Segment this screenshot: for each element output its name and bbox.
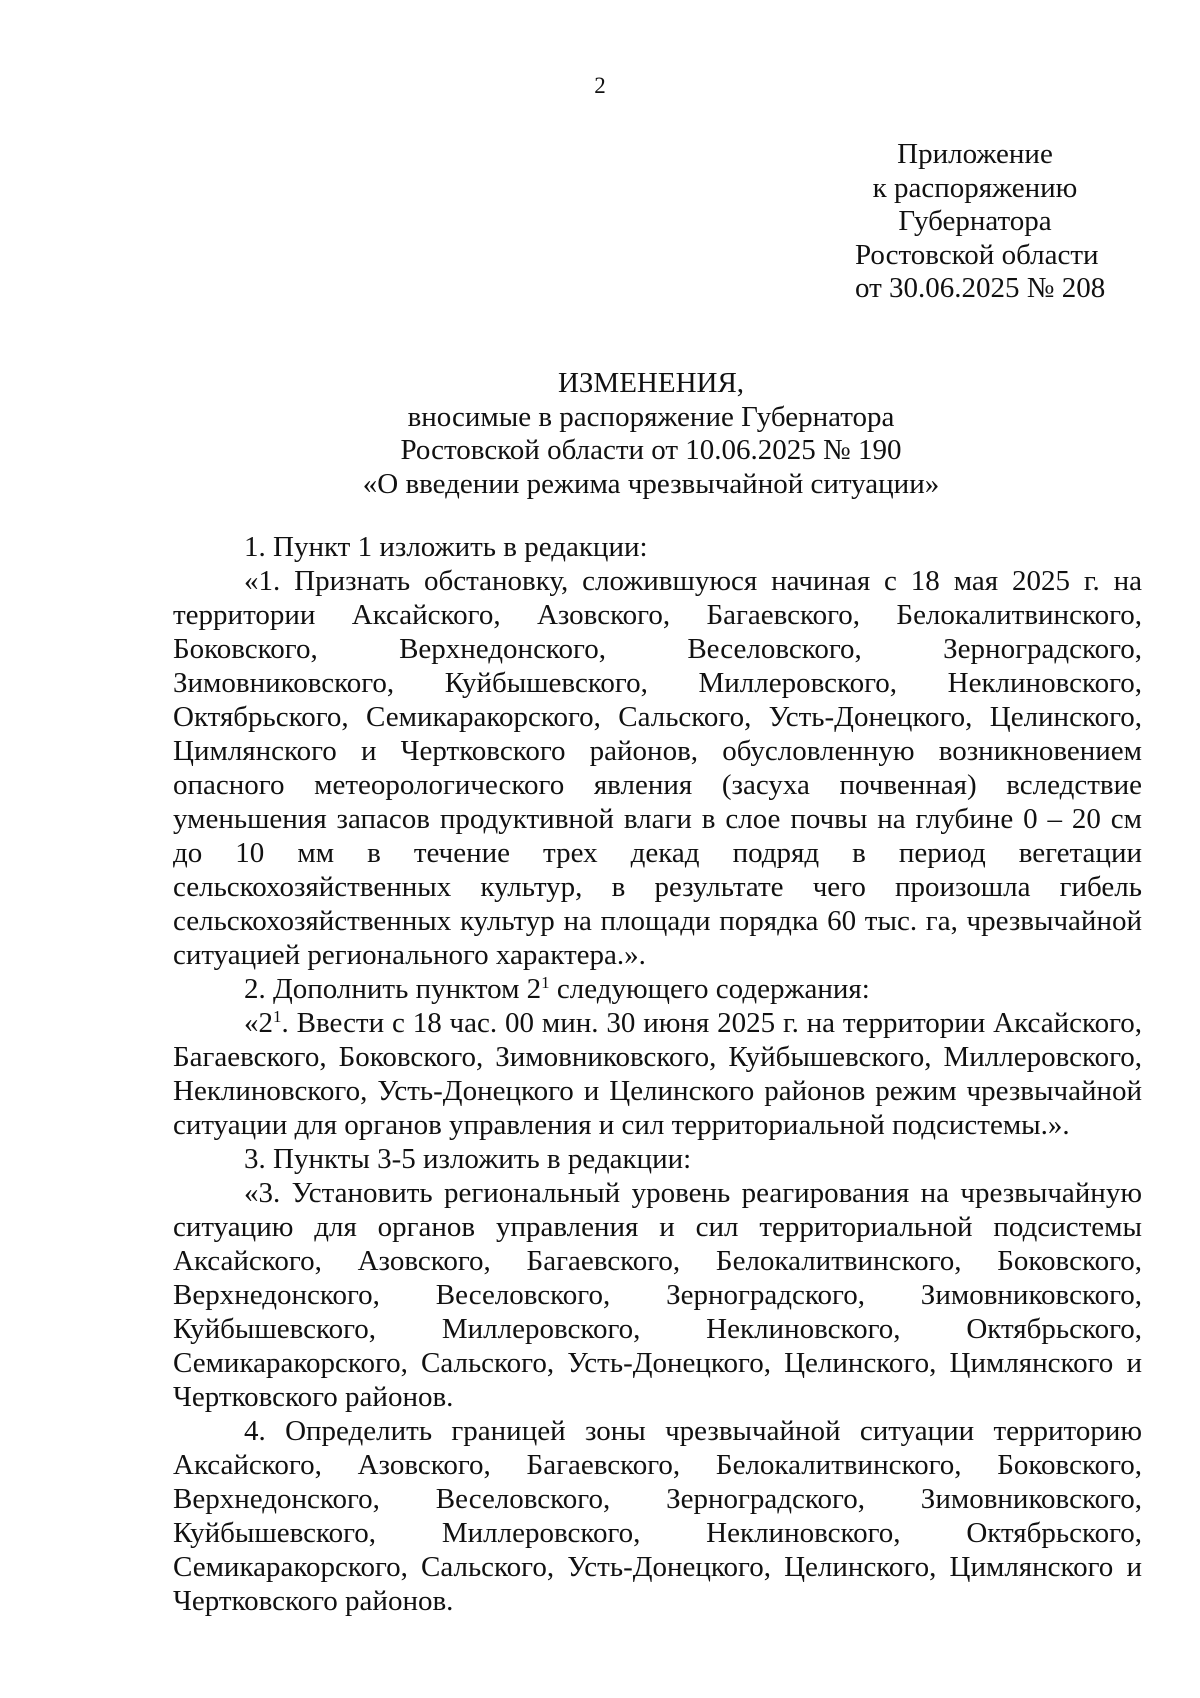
item-1-text: «1. Признать обстановку, сложившуюся начиная с 18 мая 2025 г. на территории Аксайского, Азовского, Багаевского, Белокалитвинского, Боковского, Верхнедонского, Веселовского, Зерноградского, Зимовниковского, Куйбышевского, Миллеровского, Неклиновского, Октябрьского, Семикаракорского, Сальского, Усть-Донецкого, Целинского, Цимлянского и Чертковского районов, обусловленную возникновением опасного метеорологического явления (засуха почвенная) вследствие уменьшения запасов продуктивной влаги в слое почвы на глубине 0 – 20 см до 10 мм в течение трех декад подряд в период вегетации сельскохозяйственных культур, в результате чего произошла гибель сельскохозяйственных культур на площади порядка 60 тыс. га, чрезвычайной ситуацией регионального характера.». xyxy=(173,565,1142,971)
title-line: «О введении режима чрезвычайной ситуации» xyxy=(362,467,940,500)
item-2-text xyxy=(173,1006,1142,1142)
title-line: вносимые в распоряжение Губернатора xyxy=(407,400,895,433)
appendix-line: Приложение xyxy=(897,138,1053,170)
appendix-line: от 30.06.2025 № 208 xyxy=(855,272,1106,305)
item-3-intro: 3. Пункты 3-5 изложить в редакции: xyxy=(244,1143,692,1175)
title-heading: ИЗМЕНЕНИЯ, xyxy=(557,367,745,399)
document-body xyxy=(173,530,1142,1618)
item-3-text: «3. Установить региональный уровень реагирования на чрезвычайную ситуацию для органов управления и сил территориальной подсистемы Аксайского, Азовского, Багаевского, Белокалитвинского, Боковского, Верхнедонского, Веселовского, Зерноградского, Зимовниковского, Куйбышевского, Миллеровского, Неклиновского, Октябрьского, Семикаракорского, Сальского, Усть-Донецкого, Целинского, Цимлянского и Чертковского районов. xyxy=(173,1177,1142,1413)
document-title xyxy=(160,367,1142,501)
item-2-text-part: . Ввести с 18 час. 00 мин. 30 июня 2025 г. на территории Аксайского, Багаевского, Боковского, Зимовниковского, Куйбышевского, Миллеровского, Неклиновского, Усть-Донецкого и Целинского районов режим чрезвычайной ситуации для органов управления и сил территориальной подсистемы.». xyxy=(173,1007,1142,1141)
superscript: 1 xyxy=(541,973,550,992)
item-4-text: 4. Определить границей зоны чрезвычайной ситуации территорию Аксайского, Азовского, Багаевского, Белокалитвинского, Боковского, Верхнедонского, Веселовского, Зерноградского, Зимовниковского, Куйбышевского, Миллеровского, Неклиновского, Октябрьского, Семикаракорского, Сальского, Усть-Донецкого, Целинского, Цимлянского и Чертковского районов. xyxy=(173,1415,1142,1617)
title-line: Ростовской области от 10.06.2025 № 190 xyxy=(400,434,902,466)
page-number: 2 xyxy=(594,73,606,98)
appendix-header xyxy=(855,138,1106,306)
superscript: 1 xyxy=(273,1007,282,1026)
item-1-intro: 1. Пункт 1 изложить в редакции: xyxy=(244,531,648,563)
appendix-line: к распоряжению xyxy=(872,171,1078,204)
item-2-intro-text: следующего содержания: xyxy=(549,973,870,1005)
item-2-intro xyxy=(173,972,1142,1006)
appendix-line: Губернатора xyxy=(898,205,1052,238)
appendix-line: Ростовской области xyxy=(855,238,1099,271)
item-2-intro-text: 2. Дополнить пунктом 2 xyxy=(244,973,542,1005)
item-2-text-part: «2 xyxy=(244,1007,273,1039)
